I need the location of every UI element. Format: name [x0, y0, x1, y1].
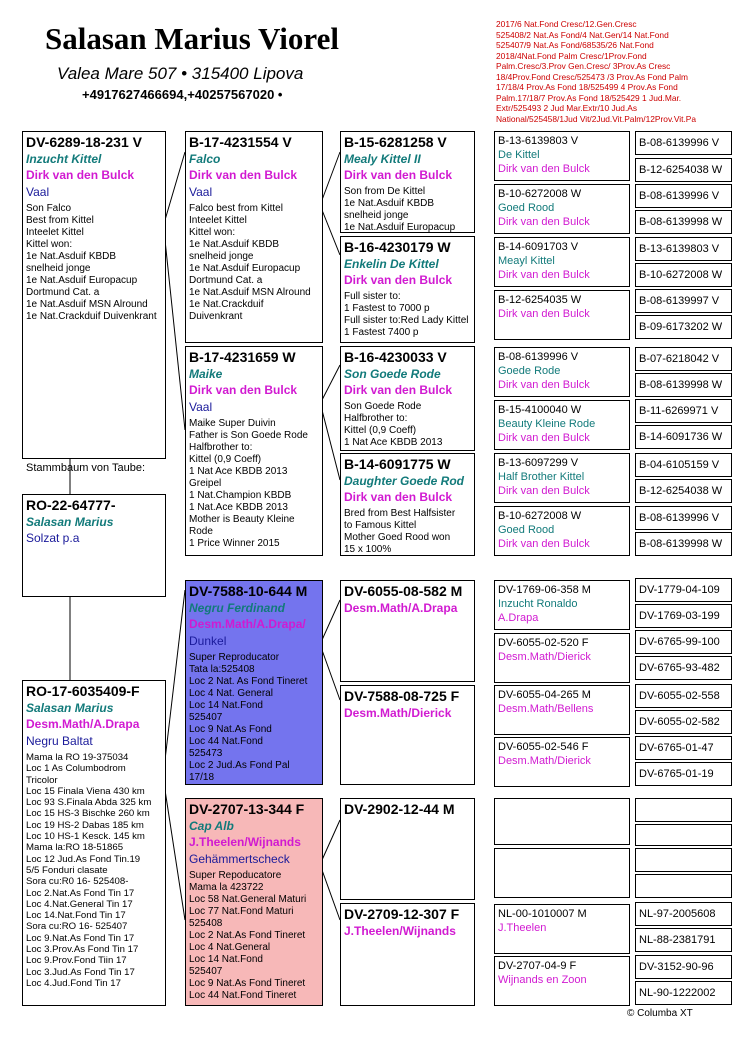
gen2-colour-4: Gehämmertscheck	[189, 852, 290, 866]
gen5-ring-24: DV-6765-01-19	[639, 768, 714, 780]
gen5-ring-14: B-12-6254038 W	[639, 485, 723, 497]
gen2-notes-4: Super Repoducatore Mama la 423722 Loc 58 Nat.General Maturi Loc 77 Nat.Fond Maturi 525408 Loc 2 Nat.As Fond Tineret Loc 4 Nat.General Loc 14 Nat.Fond 525407 Loc 9 Nat.As Fond Tineret Loc 44 Nat.Fond Tineret	[189, 870, 307, 1001]
gen4-breeder-6: Dirk van den Bulck	[498, 432, 590, 444]
gen2-name-3: Negru Ferdinand	[189, 601, 286, 615]
gen5-ring-30: NL-88-2381791	[639, 934, 716, 946]
gen5-card-22[interactable]	[635, 710, 732, 734]
gen4-card-6[interactable]	[494, 400, 630, 450]
gen5-card-2[interactable]	[635, 158, 732, 182]
gen4-ring-7: B-13-6097299 V	[498, 457, 579, 469]
gen4-name-8: Goed Rood	[498, 524, 555, 536]
gen3-ring-5: DV-6055-08-582 M	[344, 583, 463, 599]
sire-card[interactable]	[22, 131, 166, 459]
gen5-ring-32: NL-90-1222002	[639, 987, 716, 999]
gen3-ring-6: DV-7588-08-725 F	[344, 688, 460, 704]
gen5-ring-1: B-08-6139996 V	[639, 137, 720, 149]
gen3-card-5[interactable]	[340, 580, 475, 682]
gen2-ring-1: B-17-4231554 V	[189, 134, 292, 150]
gen3-notes-3: Son Goede Rode Halfbrother to: Kittel (0,9 Coeff) 1 Nat Ace KBDB 2013	[344, 401, 443, 448]
gen4-breeder-16: Wijnands en Zoon	[498, 974, 587, 986]
gen5-card-16[interactable]	[635, 532, 732, 556]
sire-breeder: Dirk van den Bulck	[26, 168, 135, 182]
gen4-card-15[interactable]	[494, 904, 630, 954]
gen5-card-29[interactable]	[635, 902, 732, 926]
dam-ring: RO-17-6035409-F	[26, 683, 140, 699]
gen3-breeder-3: Dirk van den Bulck	[344, 383, 453, 397]
gen5-card-24[interactable]	[635, 762, 732, 786]
gen5-ring-17: DV-1779-04-109	[639, 584, 720, 596]
subject-ring: RO-22-64777-	[26, 497, 116, 513]
gen3-breeder-6: Desm.Math/Dierick	[344, 706, 452, 720]
gen5-ring-21: DV-6055-02-558	[639, 690, 720, 702]
gen2-colour-2: Vaal	[189, 400, 213, 414]
gen2-breeder-3: Desm.Math/A.Drapa/	[189, 617, 306, 631]
gen3-card-8[interactable]	[340, 903, 475, 1006]
gen3-name-3: Son Goede Rode	[344, 367, 441, 381]
gen5-ring-9: B-07-6218042 V	[639, 353, 720, 365]
gen2-card-1[interactable]	[185, 131, 323, 343]
gen4-breeder-5: Dirk van den Bulck	[498, 379, 590, 391]
sire-ring: DV-6289-18-231 V	[26, 134, 142, 150]
gen3-breeder-8: J.Theelen/Wijnands	[344, 924, 456, 938]
gen5-ring-23: DV-6765-01-47	[639, 742, 714, 754]
gen5-card-15[interactable]	[635, 506, 732, 530]
gen2-card-2[interactable]	[185, 346, 323, 556]
gen2-name-1: Falco	[189, 152, 221, 166]
gen3-card-4[interactable]	[340, 453, 475, 556]
gen5-card-32[interactable]	[635, 981, 732, 1005]
gen4-ring-3: B-14-6091703 V	[498, 241, 579, 253]
dam-card[interactable]	[22, 680, 166, 1006]
gen5-ring-2: B-12-6254038 W	[639, 164, 723, 176]
gen4-ring-15: NL-00-1010007 M	[498, 908, 587, 920]
gen3-card-7[interactable]	[340, 798, 475, 900]
gen4-card-7[interactable]	[494, 453, 630, 503]
gen5-ring-6: B-10-6272008 W	[639, 269, 723, 281]
gen3-notes-1: Son from De Kittel 1e Nat.Asduif KBDB snelheid jonge 1e Nat.Asduif Europacup	[344, 186, 456, 233]
sire-name: Inzucht Kittel	[26, 152, 102, 166]
breeder-results: 2017/6 Nat.Fond Cresc/12.Gen.Cresc 525408/2 Nat.As Fond/4 Nat.Gen/14 Nat.Fond 525407/9 Nat.As Fond/68535/26 Nat.Fond 2018/4Nat.Fond Palm Cresc/1Prov.Fond Palm.Cresc/3.Prov Gen.Cresc/ 3Prov.As Cresc 18/4Prov.Fond Cresc/525473 /3 Prov.As Fond Palm 17/18/4 Prov.As Fond 18/525499 4 Prov.As Fond Palm.17/18/7 Prov.As Fond 18/525429 1 Jud.Mar. Extr/525493 2 Jud Mar.Extr/10 Jud.As National/525458/1Jud Vit/2Jud.Vit.Palm/12Prov.Vit.Pa	[496, 19, 697, 124]
gen4-card-8[interactable]	[494, 506, 630, 556]
gen4-ring-1: B-13-6139803 V	[498, 135, 579, 147]
gen5-card-5[interactable]	[635, 237, 732, 261]
gen4-card-3[interactable]	[494, 237, 630, 287]
gen4-breeder-7: Dirk van den Bulck	[498, 485, 590, 497]
gen5-card-3[interactable]	[635, 184, 732, 208]
breeder-name: Salasan Marius Viorel	[45, 21, 339, 56]
dam-name: Salasan Marius	[26, 701, 114, 715]
gen2-ring-3: DV-7588-10-644 M	[189, 583, 308, 599]
gen3-name-1: Mealy Kittel II	[344, 152, 421, 166]
gen5-ring-20: DV-6765-93-482	[639, 662, 720, 674]
gen4-breeder-1: Dirk van den Bulck	[498, 163, 590, 175]
gen5-card-27[interactable]	[635, 848, 732, 872]
gen5-card-26[interactable]	[635, 824, 732, 846]
gen2-ring-4: DV-2707-13-344 F	[189, 801, 305, 817]
gen5-card-4[interactable]	[635, 210, 732, 234]
gen5-card-20[interactable]	[635, 656, 732, 680]
gen4-name-6: Beauty Kleine Rode	[498, 418, 596, 430]
gen3-notes-2: Full sister to: 1 Fastest to 7000 p Full sister to:Red Lady Kittel 1 Fastest 7400 p	[344, 291, 469, 338]
gen3-breeder-5: Desm.Math/A.Drapa	[344, 601, 458, 615]
gen3-breeder-2: Dirk van den Bulck	[344, 273, 453, 287]
gen5-card-25[interactable]	[635, 798, 732, 822]
gen3-ring-2: B-16-4230179 W	[344, 239, 451, 255]
gen4-ring-11: DV-6055-04-265 M	[498, 689, 591, 701]
gen3-ring-1: B-15-6281258 V	[344, 134, 447, 150]
gen4-card-11[interactable]	[494, 685, 630, 735]
gen4-breeder-4: Dirk van den Bulck	[498, 308, 590, 320]
gen5-card-19[interactable]	[635, 630, 732, 654]
gen4-name-2: Goed Rood	[498, 202, 555, 214]
gen5-ring-8: B-09-6173202 W	[639, 321, 723, 333]
gen2-colour-3: Dunkel	[189, 634, 227, 648]
gen5-ring-15: B-08-6139996 V	[639, 512, 720, 524]
gen5-ring-11: B-11-6269971 V	[639, 405, 719, 417]
gen3-card-1[interactable]	[340, 131, 475, 233]
gen2-notes-1: Falco best from Kittel Inteelet Kittel Kittel won: 1e Nat.Asduif KBDB snelheid jonge 1e Nat.Asduif Europacup Dortmund Cat. a 1e Nat.Asduif MSN Alround 1e Nat.Crackduif Duivenkrant	[189, 203, 311, 322]
gen4-breeder-10: Desm.Math/Dierick	[498, 651, 591, 663]
subject-card[interactable]	[22, 494, 166, 597]
gen5-card-7[interactable]	[635, 289, 732, 313]
gen3-card-2[interactable]	[340, 236, 475, 343]
gen5-ring-22: DV-6055-02-582	[639, 716, 720, 728]
gen4-card-14[interactable]	[494, 848, 630, 898]
gen5-ring-5: B-13-6139803 V	[639, 243, 720, 255]
gen4-ring-5: B-08-6139996 V	[498, 351, 579, 363]
gen5-ring-12: B-14-6091736 W	[639, 431, 723, 443]
gen4-card-9[interactable]	[494, 580, 630, 630]
gen3-ring-8: DV-2709-12-307 F	[344, 906, 460, 922]
gen4-card-10[interactable]	[494, 633, 630, 683]
gen3-ring-7: DV-2902-12-44 M	[344, 801, 455, 817]
gen4-name-7: Half Brother Kittel	[498, 471, 585, 483]
gen2-name-2: Maike	[189, 367, 223, 381]
gen4-name-1: De Kittel	[498, 149, 540, 161]
gen5-card-6[interactable]	[635, 263, 732, 287]
gen4-name-9: Inzucht Ronaldo	[498, 598, 578, 610]
pedigree-of-label: Stammbaum von Taube:	[26, 462, 146, 474]
gen4-ring-9: DV-1769-06-358 M	[498, 584, 591, 596]
gen4-card-5[interactable]	[494, 347, 630, 397]
gen4-breeder-8: Dirk van den Bulck	[498, 538, 590, 550]
gen5-card-9[interactable]	[635, 347, 732, 371]
gen3-card-6[interactable]	[340, 685, 475, 785]
gen4-breeder-2: Dirk van den Bulck	[498, 216, 590, 228]
gen2-card-4[interactable]	[185, 798, 323, 1006]
gen5-ring-19: DV-6765-99-100	[639, 636, 720, 648]
gen3-name-4: Daughter Goede Rod	[344, 474, 465, 488]
gen4-breeder-15: J.Theelen	[498, 922, 547, 934]
breeder-phone: +4917627466694,+40257567020 •	[82, 87, 283, 102]
gen5-ring-7: B-08-6139997 V	[639, 295, 720, 307]
gen5-ring-10: B-08-6139998 W	[639, 379, 723, 391]
gen5-card-8[interactable]	[635, 315, 732, 339]
gen4-ring-2: B-10-6272008 W	[498, 188, 582, 200]
gen4-name-5: Goede Rode	[498, 365, 561, 377]
gen2-name-4: Cap Alb	[189, 819, 234, 833]
gen5-card-1[interactable]	[635, 131, 732, 155]
gen3-ring-4: B-14-6091775 W	[344, 456, 451, 472]
dam-colour: Negru Baltat	[26, 734, 93, 748]
gen2-ring-2: B-17-4231659 W	[189, 349, 296, 365]
gen5-ring-18: DV-1769-03-199	[639, 610, 720, 622]
gen5-card-30[interactable]	[635, 928, 732, 952]
gen5-ring-31: DV-3152-90-96	[639, 961, 714, 973]
sire-colour: Vaal	[26, 185, 50, 199]
gen5-card-31[interactable]	[635, 955, 732, 979]
gen4-breeder-9: A.Drapa	[498, 612, 539, 624]
gen5-card-28[interactable]	[635, 874, 732, 898]
gen3-card-3[interactable]	[340, 346, 475, 451]
gen2-breeder-4: J.Theelen/Wijnands	[189, 835, 301, 849]
gen5-card-23[interactable]	[635, 736, 732, 760]
gen5-card-21[interactable]	[635, 684, 732, 708]
gen5-card-10[interactable]	[635, 373, 732, 397]
gen4-ring-12: DV-6055-02-546 F	[498, 741, 589, 753]
gen2-colour-1: Vaal	[189, 185, 213, 199]
gen2-notes-2: Maike Super Duivin Father is Son Goede Rode Halfbrother to: Kittel (0,9 Coeff) 1 Nat Ace KBDB 2013 Greipel 1 Nat.Champion KBDB 1 Nat.Ace KBDB 2013 Mother is Beauty Kleine Rode 1 Price Winner 2015	[189, 418, 308, 549]
gen2-card-3[interactable]	[185, 580, 323, 785]
gen5-ring-29: NL-97-2005608	[639, 908, 716, 920]
gen4-breeder-11: Desm.Math/Bellens	[498, 703, 594, 715]
gen4-card-2[interactable]	[494, 184, 630, 234]
subject-name: Salasan Marius	[26, 515, 114, 529]
gen5-ring-3: B-08-6139996 V	[639, 190, 720, 202]
dam-breeder: Desm.Math/A.Drapa	[26, 717, 140, 731]
gen4-ring-8: B-10-6272008 W	[498, 510, 582, 522]
gen5-card-13[interactable]	[635, 453, 732, 477]
gen4-card-16[interactable]	[494, 956, 630, 1006]
subject-colour: Solzat p.a	[26, 531, 80, 545]
gen5-card-14[interactable]	[635, 479, 732, 503]
gen3-name-2: Enkelin De Kittel	[344, 257, 439, 271]
copyright: © Columba XT	[627, 1008, 693, 1019]
gen5-card-17[interactable]	[635, 578, 732, 602]
gen2-notes-3: Super Reproducator Tata la:525408 Loc 2 Nat. As Fond Tineret Loc 4 Nat. General Loc 14 Nat.Fond 525407 Loc 9 Nat.As Fond Loc 44 Nat.Fond 525473 Loc 2 Jud.As Fond Pal 17/18	[189, 652, 308, 783]
gen4-card-4[interactable]	[494, 290, 630, 340]
gen3-breeder-4: Dirk van den Bulck	[344, 490, 453, 504]
breeder-address: Valea Mare 507 • 315400 Lipova	[57, 64, 304, 83]
gen3-ring-3: B-16-4230033 V	[344, 349, 447, 365]
gen4-ring-10: DV-6055-02-520 F	[498, 637, 589, 649]
sire-notes: Son Falco Best from Kittel Inteelet Kittel Kittel won: 1e Nat.Asduif KBDB snelheid jonge 1e Nat.Asduif Europacup Dortmund Cat. a 1e Nat.Asduif MSN Alround 1e Nat.Crackduif Duivenkrant	[26, 203, 157, 322]
gen3-breeder-1: Dirk van den Bulck	[344, 168, 453, 182]
gen5-ring-16: B-08-6139998 W	[639, 538, 723, 550]
gen4-ring-4: B-12-6254035 W	[498, 294, 582, 306]
dam-notes: Mama la RO 19-375034 Loc 1 As Columbodrom Tricolor Loc 15 Finala Viena 430 km Loc 93 S.Finala Abda 325 km Loc 15 HS-3 Bischke 260 km Loc 19 HS-2 Dabas 185 km Loc 10 HS-1 Kesck. 145 km Mama la:RO 18-51865 Loc 12 Jud.As Fond Tin.19 5/5 Fonduri clasate Sora cu:R0 16- 525408- Loc 2.Nat.As Fond Tin 17 Loc 4.Nat.General Tin 17 Loc 14.Nat.Fond Tin 17 Sora cu:RO 16- 525407 Loc 9.Nat.As Fond Tin 17 Loc 3.Prov.As Fond Tin 17 Loc 9.Prov.Fond Tiin 17 Loc 3.Jud.As Fond Tin 17 Loc 4.Jud.Fond Tin 17	[26, 752, 152, 989]
gen4-card-13[interactable]	[494, 798, 630, 845]
gen5-card-12[interactable]	[635, 425, 732, 449]
gen3-notes-4: Bred from Best Halfsister to Famous Kittel Mother Goed Rood won 15 x 100%	[344, 508, 456, 555]
gen5-ring-4: B-08-6139998 W	[639, 216, 723, 228]
gen4-name-3: Meayl Kittel	[498, 255, 555, 267]
gen4-breeder-12: Desm.Math/Dierick	[498, 755, 591, 767]
gen4-card-12[interactable]	[494, 737, 630, 787]
gen4-breeder-3: Dirk van den Bulck	[498, 269, 590, 281]
gen2-breeder-2: Dirk van den Bulck	[189, 383, 298, 397]
gen5-card-11[interactable]	[635, 399, 732, 423]
gen4-ring-6: B-15-4100040 W	[498, 404, 582, 416]
gen5-card-18[interactable]	[635, 604, 732, 628]
gen4-card-1[interactable]	[494, 131, 630, 181]
gen5-ring-13: B-04-6105159 V	[639, 459, 720, 471]
gen2-breeder-1: Dirk van den Bulck	[189, 168, 298, 182]
gen4-ring-16: DV-2707-04-9 F	[498, 960, 577, 972]
